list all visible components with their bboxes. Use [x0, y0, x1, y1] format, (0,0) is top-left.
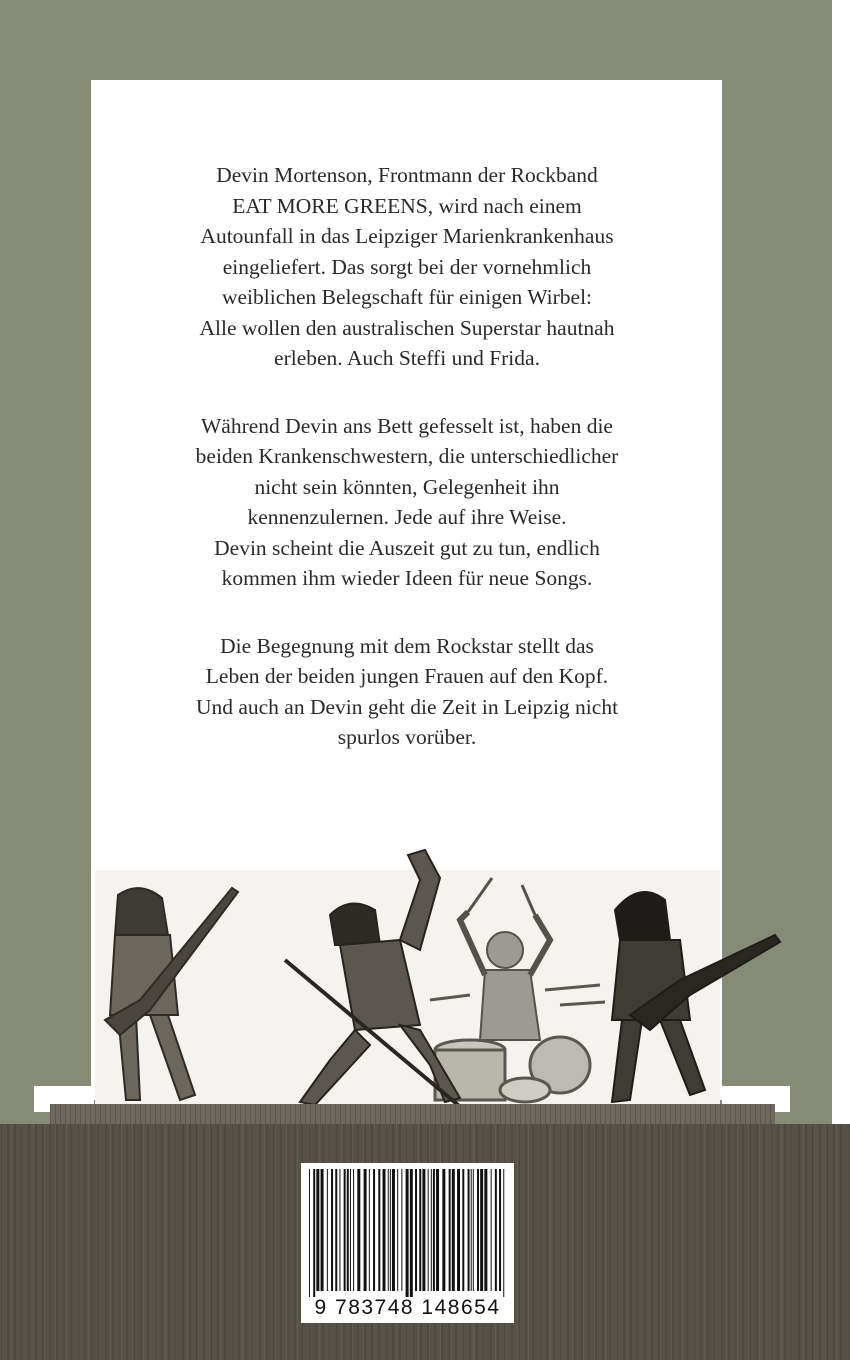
barcode-bar: [309, 1169, 310, 1297]
blurb-paragraph-3: Die Begegnung mit dem Rockstar stellt das Leben der beiden jungen Frauen auf den Kopf. Und auch an Devin geht die Zeit in Leipzig nicht spurlos vorüber.: [195, 633, 619, 749]
barcode-bar: [344, 1169, 346, 1291]
barcode-bar: [452, 1169, 455, 1291]
barcode-bar: [449, 1169, 451, 1291]
barcode-bar: [436, 1169, 439, 1291]
barcode-bar: [480, 1169, 483, 1291]
barcode-bar: [431, 1169, 432, 1291]
barcode-bar: [369, 1169, 370, 1291]
barcode-bar: [406, 1169, 409, 1297]
barcode-bars: [301, 1169, 514, 1299]
barcode-bar: [419, 1169, 421, 1291]
barcode-bar: [378, 1169, 380, 1291]
barcode-bar: [491, 1169, 492, 1291]
barcode-bar: [397, 1169, 398, 1291]
band-illustration: [0, 840, 850, 1140]
blurb-text: [112, 160, 702, 790]
barcode-bar: [373, 1169, 375, 1291]
barcode-bar: [388, 1169, 389, 1291]
barcode-bar: [321, 1169, 324, 1291]
barcode-bar: [503, 1169, 504, 1297]
barcode-bar: [313, 1169, 315, 1297]
barcode-bar: [468, 1169, 470, 1291]
barcode-bar: [410, 1169, 413, 1297]
barcode-bar: [327, 1169, 328, 1291]
barcode-bar: [499, 1169, 501, 1291]
barcode-bar: [331, 1169, 333, 1291]
barcode-bar: [401, 1169, 402, 1291]
blurb-paragraph-1: Devin Mortenson, Frontmann der Rockband EAT MORE GREENS, wird nach einem Autounfall in das Leipziger Marienkrankenhaus eingeliefert. Das sorgt bei der vornehmlich weiblichen Belegschaft für einigen Wirbel: Alle wollen den australischen Superstar hautnah erleben. Auch Steffi und Frida.: [199, 163, 615, 370]
barcode-bar: [495, 1169, 497, 1291]
barcode-bar: [471, 1169, 472, 1291]
barcode: [301, 1163, 514, 1323]
isbn-number: 9 783748 148654: [314, 1296, 501, 1319]
barcode-bar: [350, 1169, 351, 1291]
barcode-bar: [392, 1169, 395, 1291]
barcode-bar: [339, 1169, 340, 1291]
barcode-bar: [462, 1169, 464, 1291]
barcode-bar: [390, 1169, 391, 1291]
barcode-bar: [477, 1169, 479, 1291]
barcode-bar: [364, 1169, 367, 1291]
barcode-bar: [357, 1169, 360, 1291]
barcode-bar: [316, 1169, 319, 1291]
barcode-bar: [335, 1169, 337, 1291]
barcode-bar: [383, 1169, 386, 1291]
barcode-bar: [442, 1169, 445, 1291]
barcode-bar: [422, 1169, 425, 1291]
blurb-paragraph-2: Während Devin ans Bett gefesselt ist, haben die beiden Krankenschwestern, die unterschiedlicher nicht sein könnten, Gelegenheit ihn kennenzulernen. Jede auf ihre Weise. Devin scheint die Auszeit gut zu tun, endlich kommen ihm wieder Ideen für neue Songs.: [195, 413, 619, 590]
barcode-bar: [353, 1169, 354, 1291]
barcode-bar: [415, 1169, 417, 1291]
barcode-bar: [433, 1169, 435, 1291]
barcode-bar: [428, 1169, 429, 1291]
barcode-bar: [484, 1169, 487, 1291]
barcode-bar: [457, 1169, 460, 1291]
barcode-bar: [347, 1169, 349, 1291]
barcode-bar: [473, 1169, 474, 1291]
